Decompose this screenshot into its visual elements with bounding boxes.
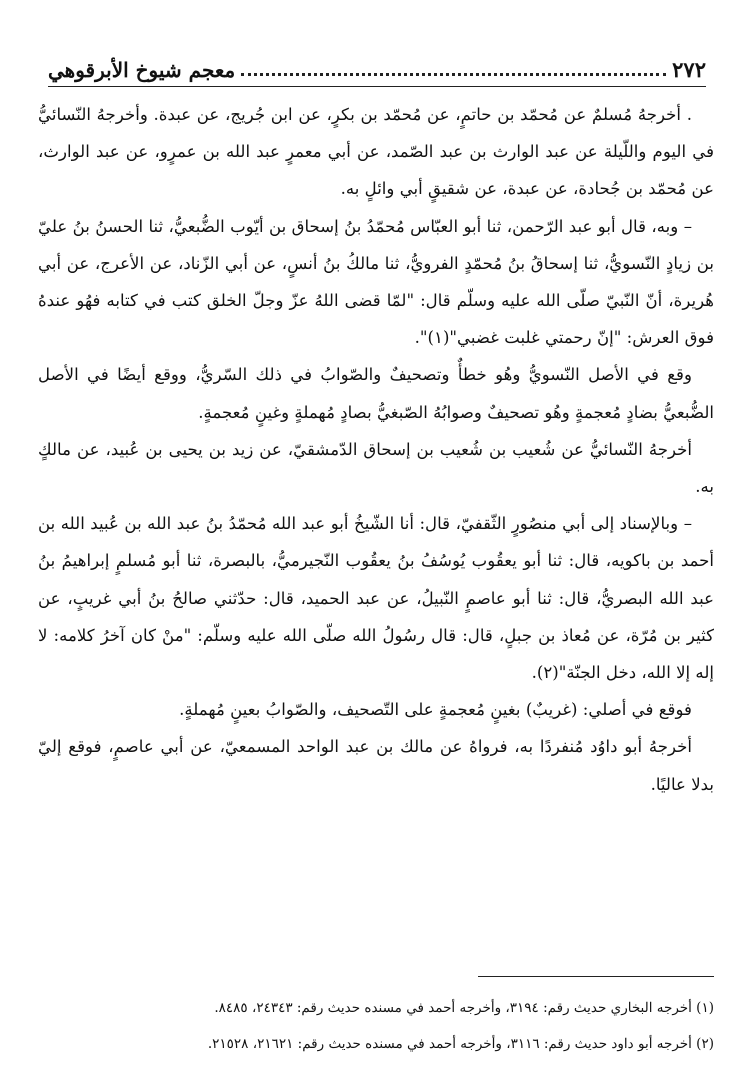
paragraph-7: أخرجهُ أبو داوُد مُنفردًا به، فرواهُ عن مالك بن عبد الواحد المسمعيّ، عن أبي عاصمٍ، فوقع إليّ بدلا عاليًا. bbox=[38, 737, 714, 794]
paragraph-3: وقع في الأصل النّسويُّ وهُو خطأٌ وتصحيفٌ والصّوابُ في ذلك السّريُّ، ووقع أيضًا في الأصل الضُّبعيُّ بضادٍ مُعجمةٍ وهُو تصحيفٌ وصوابُهُ الصّبغيُّ بصادٍ مُهملةٍ وغينٍ مُعجمةٍ. bbox=[38, 365, 714, 422]
footnotes bbox=[40, 990, 714, 1062]
footnote-separator bbox=[478, 976, 714, 977]
page-header bbox=[48, 48, 706, 82]
paragraph-5: – وبالإسناد إلى أبي منصُورٍ الثّقفيّ، قال: أنا الشّيخُ أبو عبد الله مُحمّدُ بنُ عبد الله بن عُبيد الله بن أحمد بن باكويه، قال: ثنا أبو يعقُوب يُوسُفُ بنُ يعقُوب النّجيرميُّ، بالبصرة، ثنا أبو مُسلمٍ إبراهيمُ بنُ عبد الله البصريُّ، قال: ثنا أبو عاصمٍ النّبيلُ، عن عبد الحميد، قال: حدّثني صالحُ بنُ أبي غريبٍ، عن كثير بن مُرّة، عن مُعاذ بن جبلٍ، قال: قال رسُولُ الله صلّى الله عليه وسلّم: "منْ كان آخرُ كلامه: لا إله إلا الله، دخل الجنّة"(٢). bbox=[38, 514, 714, 683]
header-dot-leader bbox=[241, 73, 666, 76]
main-text bbox=[38, 96, 714, 803]
paragraph-2: – وبه، قال أبو عبد الرّحمن، ثنا أبو العبّاس مُحمّدُ بنُ إسحاق بن أيّوب الضُّبعيُّ، ثنا الحسنُ بنُ عليّ بن زيادٍ النّسويُّ، ثنا إسحاقُ بنُ مُحمّدٍ الفرويُّ، ثنا مالكُ بنُ أنسٍ، عن أبي الزّناد، عن الأعرج، عن أبي هُريرة، أنّ النّبيّ صلّى الله عليه وسلّم قال: "لمّا قضى اللهُ عزّ وجلّ الخلق كتب في كتابه فهُو عندهُ فوق العرش: "إنّ رحمتي غلبت غضبي"(١)". bbox=[38, 216, 714, 348]
footnote-2: (٢) أخرجه أبو داود حديث رقم: ٣١١٦، وأخرجه أحمد في مسنده حديث رقم: ٢١٦٢١، ٢١٥٢٨. bbox=[207, 1036, 714, 1052]
running-title: معجم شيوخ الأبرقوهي bbox=[48, 58, 236, 82]
page-number: ٢٧٢ bbox=[672, 57, 706, 82]
paragraph-6: فوقع في أصلي: (غريبٌ) بغينٍ مُعجمةٍ على التّصحيف، والصّوابُ بعينٍ مُهملةٍ. bbox=[179, 700, 692, 720]
header-rule bbox=[48, 86, 706, 87]
paragraph-1: . أخرجهُ مُسلمٌ عن مُحمّد بن حاتمٍ، عن مُحمّد بن بكرٍ، عن ابن جُريج، عن عبدة. وأخرجهُ النّسائيُّ في اليوم واللّيلة عن عبد الوارث بن عبد الصّمد، عن أبي معمرٍ عبد الله بن عمرٍو، عن عبد الوارث، عن مُحمّد بن جُحادة، عن عبدة، عن شقيقٍ أبي وائلٍ به. bbox=[38, 105, 714, 199]
paragraph-4: أخرجهُ النّسائيُّ عن شُعيب بن شُعيب بن إسحاق الدّمشقيّ، عن زيد بن يحيى بن عُبيد، عن مالكٍ به. bbox=[38, 439, 714, 497]
footnote-1: (١) أخرجه البخاري حديث رقم: ٣١٩٤، وأخرجه أحمد في مسنده حديث رقم: ٢٤٣٤٣، ٨٤٨٥. bbox=[214, 1000, 714, 1016]
